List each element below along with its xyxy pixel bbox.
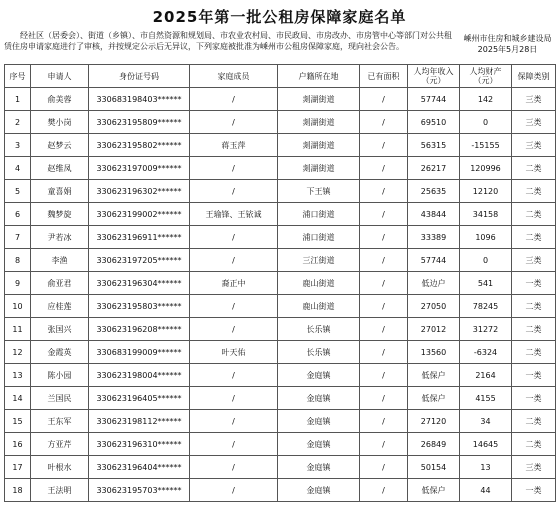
- table-row: [5, 272, 556, 295]
- table-cell: 王东军: [31, 410, 89, 433]
- table-cell: /: [190, 479, 278, 502]
- table-cell: /: [190, 157, 278, 180]
- table-cell: 330623196405******: [89, 387, 190, 410]
- table-cell: /: [360, 479, 408, 502]
- table-cell: /: [360, 226, 408, 249]
- table-cell: 34158: [460, 203, 512, 226]
- table-row: [5, 111, 556, 134]
- table-cell: 330683199009******: [89, 341, 190, 364]
- table-cell: 童喜娟: [31, 180, 89, 203]
- table-cell: 金霞英: [31, 341, 89, 364]
- table-cell: 剡湖街道: [278, 88, 360, 111]
- table-cell: 50154: [408, 456, 460, 479]
- table-cell: /: [190, 88, 278, 111]
- table-row: [5, 433, 556, 456]
- table-cell: 26217: [408, 157, 460, 180]
- table-row: [5, 295, 556, 318]
- table-cell: 13: [5, 364, 31, 387]
- table-cell: 张国兴: [31, 318, 89, 341]
- table-cell: 330623196302******: [89, 180, 190, 203]
- table-cell: 330623195703******: [89, 479, 190, 502]
- header-cell: 序号: [5, 65, 31, 88]
- table-header-row: [5, 65, 556, 88]
- table-cell: /: [190, 226, 278, 249]
- table-cell: 二类: [512, 410, 556, 433]
- table-cell: 三类: [512, 456, 556, 479]
- table-cell: 14: [5, 387, 31, 410]
- table-cell: 赵维凤: [31, 157, 89, 180]
- table-cell: 低边户: [408, 272, 460, 295]
- table-cell: 330623195802******: [89, 134, 190, 157]
- table-cell: 李渔: [31, 249, 89, 272]
- table-cell: 一类: [512, 364, 556, 387]
- table-cell: 330623197205******: [89, 249, 190, 272]
- table-row: [5, 410, 556, 433]
- table-row: [5, 134, 556, 157]
- table-cell: 120996: [460, 157, 512, 180]
- table-cell: 浦口街道: [278, 226, 360, 249]
- table-cell: 一类: [512, 479, 556, 502]
- table-row: [5, 180, 556, 203]
- table-cell: 56315: [408, 134, 460, 157]
- table-cell: 鹿山街道: [278, 272, 360, 295]
- table-cell: /: [360, 387, 408, 410]
- table-cell: 0: [460, 111, 512, 134]
- table-cell: 长乐镇: [278, 318, 360, 341]
- table-cell: 金庭镇: [278, 387, 360, 410]
- table-cell: 剡湖街道: [278, 157, 360, 180]
- table-row: [5, 318, 556, 341]
- table-cell: 二类: [512, 157, 556, 180]
- table-cell: 鹿山街道: [278, 295, 360, 318]
- table-row: [5, 157, 556, 180]
- table-cell: 330623198112******: [89, 410, 190, 433]
- table-cell: -15155: [460, 134, 512, 157]
- table-cell: 三类: [512, 134, 556, 157]
- table-cell: 9: [5, 272, 31, 295]
- table-cell: -6324: [460, 341, 512, 364]
- table-cell: 金庭镇: [278, 410, 360, 433]
- table-cell: 1: [5, 88, 31, 111]
- table-cell: 33389: [408, 226, 460, 249]
- table-cell: 18: [5, 479, 31, 502]
- table-cell: 330623196404******: [89, 456, 190, 479]
- table-cell: 1096: [460, 226, 512, 249]
- table-body: [5, 88, 556, 502]
- table-cell: 叶天佑: [190, 341, 278, 364]
- table-cell: 三类: [512, 249, 556, 272]
- header-cell: 保障类别: [512, 65, 556, 88]
- table-cell: 俞美蓉: [31, 88, 89, 111]
- table-cell: /: [360, 272, 408, 295]
- table-cell: 二类: [512, 203, 556, 226]
- header-cell: 身份证号码: [89, 65, 190, 88]
- table-cell: 17: [5, 456, 31, 479]
- table-cell: 王法明: [31, 479, 89, 502]
- table-cell: 长乐镇: [278, 341, 360, 364]
- table-cell: 剡湖街道: [278, 111, 360, 134]
- household-table: [4, 64, 556, 502]
- table-cell: 7: [5, 226, 31, 249]
- table-row: [5, 364, 556, 387]
- table-cell: 裔正中: [190, 272, 278, 295]
- table-cell: 78245: [460, 295, 512, 318]
- table-row: [5, 479, 556, 502]
- issuer-name: 嵊州市住房和城乡建设局: [463, 34, 552, 43]
- table-cell: /: [360, 157, 408, 180]
- table-cell: 142: [460, 88, 512, 111]
- table-cell: 樊小岗: [31, 111, 89, 134]
- table-cell: 27120: [408, 410, 460, 433]
- table-cell: 二类: [512, 180, 556, 203]
- table-cell: 一类: [512, 387, 556, 410]
- table-row: [5, 387, 556, 410]
- notice-section: [4, 30, 555, 64]
- table-cell: 赵梦云: [31, 134, 89, 157]
- table-cell: 二类: [512, 226, 556, 249]
- header-cell: 人均财产（元）: [460, 65, 512, 88]
- table-cell: 330683198403******: [89, 88, 190, 111]
- issuer-block: [460, 30, 555, 55]
- table-cell: 二类: [512, 295, 556, 318]
- table-cell: 3: [5, 134, 31, 157]
- table-cell: 三类: [512, 88, 556, 111]
- table-cell: 57744: [408, 249, 460, 272]
- table-cell: 330623196208******: [89, 318, 190, 341]
- table-cell: 43844: [408, 203, 460, 226]
- table-cell: 金庭镇: [278, 364, 360, 387]
- table-cell: 4155: [460, 387, 512, 410]
- table-cell: /: [360, 134, 408, 157]
- table-cell: 剡湖街道: [278, 134, 360, 157]
- table-cell: /: [360, 203, 408, 226]
- table-cell: 330623196310******: [89, 433, 190, 456]
- table-cell: /: [360, 318, 408, 341]
- table-cell: /: [190, 111, 278, 134]
- table-cell: /: [360, 88, 408, 111]
- table-cell: 2164: [460, 364, 512, 387]
- table-cell: 4: [5, 157, 31, 180]
- table-cell: 27012: [408, 318, 460, 341]
- table-cell: 13: [460, 456, 512, 479]
- table-cell: /: [190, 410, 278, 433]
- table-cell: 魏梦旋: [31, 203, 89, 226]
- table-cell: 10: [5, 295, 31, 318]
- table-cell: 541: [460, 272, 512, 295]
- table-row: [5, 341, 556, 364]
- table-cell: 王瑜锋、王铱诚: [190, 203, 278, 226]
- table-cell: 2: [5, 111, 31, 134]
- table-cell: 34: [460, 410, 512, 433]
- table-cell: 下王镇: [278, 180, 360, 203]
- table-cell: /: [190, 180, 278, 203]
- table-cell: 330623195803******: [89, 295, 190, 318]
- table-cell: /: [190, 295, 278, 318]
- issue-date: 2025年5月28日: [477, 45, 538, 54]
- table-cell: 低保户: [408, 479, 460, 502]
- table-row: [5, 249, 556, 272]
- table-cell: /: [360, 456, 408, 479]
- table-cell: 27050: [408, 295, 460, 318]
- table-cell: 330623195809******: [89, 111, 190, 134]
- table-cell: 330623196304******: [89, 272, 190, 295]
- table-cell: 尹若冰: [31, 226, 89, 249]
- table-cell: /: [360, 180, 408, 203]
- table-row: [5, 88, 556, 111]
- header-cell: 户籍所在地: [278, 65, 360, 88]
- table-cell: 金庭镇: [278, 456, 360, 479]
- table-cell: 应桂莲: [31, 295, 89, 318]
- table-cell: /: [190, 387, 278, 410]
- notice-text: 经社区（居委会）、街道（乡镇）、市自然资源和规划局、市农业农村局、市民政局、市房改办、市房管中心等部门对公共租赁住房申请家庭进行了审核，并按规定公示后无异议，下列家庭被批准为嵊州市公租房保障家庭，现向社会公告。: [4, 31, 452, 51]
- table-cell: 13560: [408, 341, 460, 364]
- table-cell: 330623199002******: [89, 203, 190, 226]
- table-cell: /: [360, 433, 408, 456]
- table-cell: 叶根水: [31, 456, 89, 479]
- table-cell: /: [360, 364, 408, 387]
- table-cell: /: [190, 364, 278, 387]
- header-cell: 申请人: [31, 65, 89, 88]
- table-cell: /: [190, 456, 278, 479]
- table-cell: /: [360, 249, 408, 272]
- table-cell: 三类: [512, 111, 556, 134]
- table-cell: 兰国民: [31, 387, 89, 410]
- table-cell: /: [360, 410, 408, 433]
- table-cell: 金庭镇: [278, 479, 360, 502]
- table-cell: 44: [460, 479, 512, 502]
- table-cell: 8: [5, 249, 31, 272]
- header-cell: 家庭成员: [190, 65, 278, 88]
- table-cell: 69510: [408, 111, 460, 134]
- table-cell: 57744: [408, 88, 460, 111]
- table-row: [5, 226, 556, 249]
- table-row: [5, 203, 556, 226]
- table-cell: 浦口街道: [278, 203, 360, 226]
- header-cell: 已有面积: [360, 65, 408, 88]
- table-cell: 一类: [512, 272, 556, 295]
- table-cell: 金庭镇: [278, 433, 360, 456]
- table-cell: 11: [5, 318, 31, 341]
- table-cell: 二类: [512, 341, 556, 364]
- table-cell: 低保户: [408, 364, 460, 387]
- table-cell: 俞亚君: [31, 272, 89, 295]
- table-cell: /: [190, 318, 278, 341]
- table-cell: /: [360, 341, 408, 364]
- table-cell: 三江街道: [278, 249, 360, 272]
- table-cell: 蒋玉萍: [190, 134, 278, 157]
- table-cell: 0: [460, 249, 512, 272]
- table-cell: /: [190, 249, 278, 272]
- table-cell: /: [190, 433, 278, 456]
- table-cell: 25635: [408, 180, 460, 203]
- table-cell: 31272: [460, 318, 512, 341]
- table-cell: 二类: [512, 433, 556, 456]
- table-cell: 12120: [460, 180, 512, 203]
- table-cell: 12: [5, 341, 31, 364]
- header-cell: 人均年收入（元）: [408, 65, 460, 88]
- document-title: 2025年第一批公租房保障家庭名单: [152, 8, 407, 26]
- table-cell: /: [360, 295, 408, 318]
- table-cell: 14645: [460, 433, 512, 456]
- table-cell: 330623197009******: [89, 157, 190, 180]
- table-cell: 6: [5, 203, 31, 226]
- table-cell: 330623198004******: [89, 364, 190, 387]
- table-row: [5, 456, 556, 479]
- table-cell: 低保户: [408, 387, 460, 410]
- table-cell: 26849: [408, 433, 460, 456]
- table-cell: /: [360, 111, 408, 134]
- table-cell: 330623196911******: [89, 226, 190, 249]
- table-cell: 15: [5, 410, 31, 433]
- table-cell: 5: [5, 180, 31, 203]
- table-cell: 二类: [512, 318, 556, 341]
- table-cell: 方亚芹: [31, 433, 89, 456]
- table-cell: 16: [5, 433, 31, 456]
- table-cell: 陈小园: [31, 364, 89, 387]
